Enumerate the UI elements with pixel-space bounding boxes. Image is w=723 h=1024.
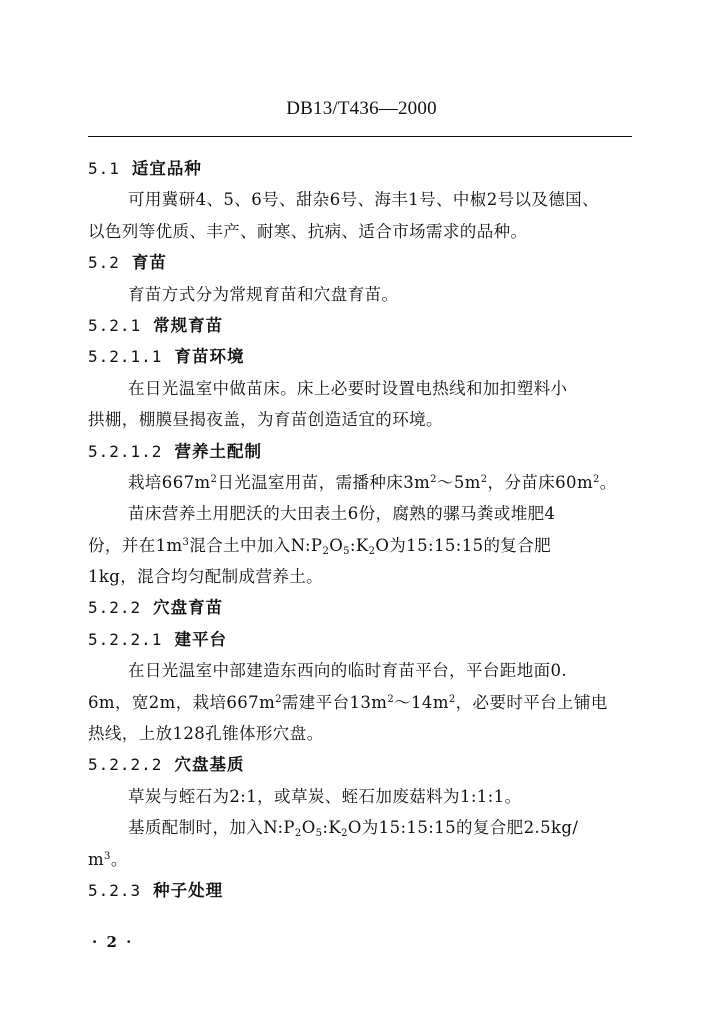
- section-title: 适宜品种: [131, 159, 202, 178]
- section-heading: [88, 310, 636, 341]
- section-title: 营养土配制: [174, 441, 262, 461]
- paragraph-text: 在日光温室中部建造东西向的临时育苗平台，平台距地面0.: [128, 661, 568, 681]
- document-code-header: DB13/T436—2000: [286, 98, 437, 119]
- section-heading: [88, 436, 636, 467]
- paragraph-line: [88, 530, 636, 561]
- paragraph-line: [88, 184, 636, 215]
- paragraph-text: 栽培$667m^2$日光温室用苗，需播种床$3m^2\sim 5m^2$，分苗床$60m^2$。: [128, 472, 617, 492]
- paragraph-text: 在日光温室中做苗床。床上必要时设置电热线和加扣塑料小: [128, 378, 568, 398]
- section-number: 5.2: [88, 253, 120, 273]
- paragraph-line: [88, 718, 636, 749]
- section-heading: [88, 341, 636, 372]
- section-number: 5.2.2.1: [88, 629, 163, 649]
- section-title: 穴盘育苗: [153, 598, 224, 618]
- section-heading: [88, 749, 636, 780]
- paragraph-text: 热线，上放128孔锥体形穴盘。: [88, 724, 324, 744]
- paragraph-line: [88, 844, 636, 875]
- paragraph-line: [88, 467, 636, 498]
- paragraph-text: 以色列等优质、丰产、耐寒、抗病、适合市场需求的品种。: [88, 221, 528, 241]
- paragraph-text: 草炭与蛭石为2:1，或草炭、蛭石加废菇料为1:1:1。: [128, 786, 522, 806]
- paragraph-line: [88, 781, 636, 812]
- paragraph-line: [88, 655, 636, 686]
- paragraph-text: 1kg，混合均匀配制成营养土。: [88, 567, 324, 587]
- section-heading: [88, 247, 636, 278]
- section-title: 育苗: [131, 253, 167, 273]
- section-title: 穴盘基质: [174, 755, 245, 775]
- section-number: 5.2.2.2: [88, 755, 163, 775]
- section-number: 5.2.1.2: [88, 441, 163, 461]
- section-number: 5.2.3: [88, 880, 142, 900]
- paragraph-text: 苗床营养土用肥沃的大田表土6份，腐熟的骡马粪或堆肥4: [128, 504, 556, 524]
- paragraph-line: [88, 812, 636, 843]
- section-title: 建平台: [174, 629, 227, 649]
- section-title: 育苗环境: [174, 347, 245, 367]
- paragraph-text: $m^3$。: [88, 849, 128, 869]
- page-number: · 2 ·: [92, 933, 134, 951]
- paragraph-text: 育苗方式分为常规育苗和穴盘育苗。: [128, 284, 399, 304]
- section-number: 5.1: [88, 159, 120, 178]
- paragraph-line: [88, 279, 636, 310]
- paragraph-line: [88, 216, 636, 247]
- section-number: 5.2.1.1: [88, 347, 163, 367]
- paragraph-line: [88, 687, 636, 718]
- section-heading: [88, 592, 636, 623]
- paragraph-line: [88, 561, 636, 592]
- section-title: 种子处理: [153, 880, 224, 900]
- paragraph-text: 拱棚，棚膜昼揭夜盖，为育苗创造适宜的环境。: [88, 410, 443, 430]
- paragraph-text: 6m，宽2m，栽培$667m^2$需建平台$13m^2\sim 14m^2$，必要时平台上铺电: [88, 692, 608, 712]
- section-heading: [88, 624, 636, 655]
- section-heading: [88, 875, 636, 906]
- section-title: 常规育苗: [153, 315, 224, 335]
- paragraph-text: 可用冀研4、5、6号、甜杂6号、海丰1号、中椒2号以及德国、: [128, 190, 599, 210]
- section-number: 5.2.1: [88, 315, 142, 335]
- document-body: [88, 153, 636, 906]
- paragraph-line: [88, 404, 636, 435]
- paragraph-text: 份，并在$1m^3$混合土中加入$N:P_2O_5:K_2O$为15:15:15的复合肥: [88, 535, 552, 557]
- header-divider: [88, 136, 632, 137]
- paragraph-text: 基质配制时，加入$N:P_2O_5:K_2O$为15:15:15的复合肥2.5kg/: [128, 818, 579, 840]
- paragraph-line: [88, 498, 636, 529]
- section-heading: [88, 153, 636, 184]
- paragraph-line: [88, 373, 636, 404]
- section-number: 5.2.2: [88, 598, 142, 618]
